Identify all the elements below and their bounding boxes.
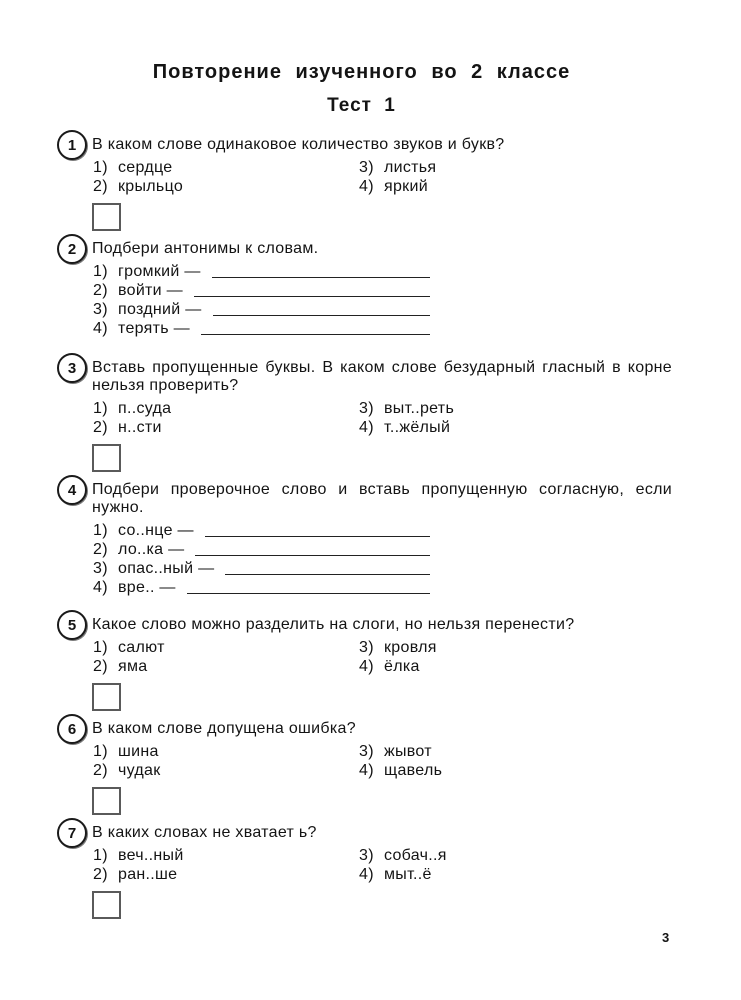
question-number-badge (57, 475, 87, 505)
option-number: 2) (93, 866, 108, 883)
item-text: опас..ный — (118, 560, 215, 577)
item-number: 2) (93, 541, 108, 558)
answer-option (358, 657, 572, 676)
answer-option (92, 865, 358, 884)
answer-box[interactable] (92, 891, 121, 919)
blank-item (92, 262, 430, 281)
question-text: нельзя проверить? (92, 377, 239, 394)
answer-option (358, 638, 572, 657)
option-text: п..суда (118, 400, 172, 417)
item-text: вре.. — (118, 579, 176, 596)
answer-option (92, 742, 358, 761)
item-text: поздний — (118, 301, 202, 318)
option-number: 1) (93, 743, 108, 760)
blank-item (92, 281, 430, 300)
answer-line[interactable] (205, 536, 430, 537)
question-number-badge (57, 818, 87, 848)
question-6 (0, 714, 741, 779)
question-number: 6 (67, 720, 77, 738)
blank-item (92, 300, 430, 319)
answer-box[interactable] (92, 203, 121, 231)
answer-options (92, 399, 672, 437)
question-body (92, 481, 672, 597)
answer-line[interactable] (212, 277, 430, 278)
option-text: выт..реть (384, 400, 455, 417)
answer-option (92, 846, 358, 865)
answer-blanks (92, 262, 430, 338)
option-text: салют (118, 639, 165, 656)
option-text: сердце (118, 159, 173, 176)
answer-line[interactable] (213, 315, 430, 316)
item-number: 4) (93, 320, 108, 337)
question-3 (0, 353, 741, 436)
answer-option (358, 742, 572, 761)
option-text: н..сти (118, 419, 162, 436)
answer-option (92, 761, 358, 780)
blank-item (92, 559, 430, 578)
question-number: 4 (67, 481, 77, 499)
question-number-badge (57, 714, 87, 744)
option-number: 3) (359, 159, 374, 176)
option-number: 2) (93, 178, 108, 195)
question-text: Подбери антонимы к словам. (92, 240, 319, 257)
question-number: 5 (67, 616, 77, 634)
answer-box[interactable] (92, 683, 121, 711)
option-text: кровля (384, 639, 437, 656)
option-number: 2) (93, 419, 108, 436)
option-text: яркий (384, 178, 428, 195)
option-number: 1) (93, 159, 108, 176)
answer-options (92, 846, 672, 884)
test-title: Тест 1 (327, 95, 396, 116)
answer-option (92, 638, 358, 657)
page-title: Повторение изученного во 2 классе (152, 61, 571, 83)
option-text: мыт..ё (384, 866, 432, 883)
option-number: 4) (359, 866, 374, 883)
option-text: яма (118, 658, 148, 675)
option-number: 3) (359, 400, 374, 417)
item-number: 1) (93, 522, 108, 539)
option-text: щавель (384, 762, 443, 779)
answer-option (358, 158, 572, 177)
answer-option (358, 865, 572, 884)
question-5 (0, 610, 741, 675)
item-text: ло..ка — (118, 541, 185, 558)
question-4 (0, 475, 741, 596)
option-text: листья (384, 159, 437, 176)
answer-options (92, 158, 672, 196)
question-text: В каком слове одинаковое количество звуков и букв? (92, 136, 505, 153)
item-text: громкий — (118, 263, 201, 280)
answer-option (92, 158, 358, 177)
question-body (92, 616, 672, 711)
question-text: Какое слово можно разделить на слоги, но нельзя перенести? (92, 616, 575, 633)
blank-item (92, 521, 430, 540)
answer-option (358, 418, 572, 437)
question-text: В каких словах не хватает ь? (92, 824, 317, 841)
answer-line[interactable] (201, 334, 430, 335)
answer-option (358, 177, 572, 196)
item-number: 3) (93, 301, 108, 318)
option-text: ёлка (384, 658, 420, 675)
question-number: 7 (67, 824, 77, 842)
blank-item (92, 578, 430, 597)
blank-item (92, 319, 430, 338)
option-number: 4) (359, 419, 374, 436)
item-text: войти — (118, 282, 183, 299)
option-text: жывот (384, 743, 432, 760)
answer-line[interactable] (194, 296, 430, 297)
answer-option (358, 761, 572, 780)
question-number: 1 (67, 136, 77, 154)
option-number: 4) (359, 762, 374, 779)
answer-box[interactable] (92, 444, 121, 472)
question-body (92, 720, 672, 815)
answer-line[interactable] (187, 593, 430, 594)
answer-option (358, 846, 572, 865)
item-number: 4) (93, 579, 108, 596)
answer-options (92, 742, 672, 780)
option-text: ран..ше (118, 866, 178, 883)
answer-blanks (92, 521, 430, 597)
question-text: В каком слове допущена ошибка? (92, 720, 356, 737)
answer-options (92, 638, 672, 676)
option-number: 4) (359, 658, 374, 675)
answer-option (92, 418, 358, 437)
question-text: Вставь пропущенные буквы. В каком слове безударный гласный в корне (92, 359, 672, 376)
option-number: 2) (93, 762, 108, 779)
option-number: 3) (359, 639, 374, 656)
option-number: 2) (93, 658, 108, 675)
option-text: крыльцо (118, 178, 184, 195)
question-1 (0, 130, 741, 195)
question-text: нужно. (92, 499, 144, 516)
item-text: со..нце — (118, 522, 194, 539)
question-number-badge (57, 130, 87, 160)
option-number: 3) (359, 847, 374, 864)
question-text: Подбери проверочное слово и вставь пропущенную согласную, если (92, 481, 672, 498)
item-text: терять — (118, 320, 190, 337)
question-number-badge (57, 353, 87, 383)
answer-option (358, 399, 572, 418)
option-text: чудак (118, 762, 161, 779)
option-text: т..жёлый (384, 419, 451, 436)
option-number: 1) (93, 847, 108, 864)
option-text: веч..ный (118, 847, 184, 864)
question-number-badge (57, 234, 87, 264)
page-number: 3 (662, 930, 670, 945)
answer-option (92, 177, 358, 196)
answer-box[interactable] (92, 787, 121, 815)
answer-option (92, 657, 358, 676)
question-number: 3 (67, 359, 77, 377)
option-text: собач..я (384, 847, 447, 864)
item-number: 1) (93, 263, 108, 280)
question-2 (0, 234, 741, 337)
option-number: 3) (359, 743, 374, 760)
answer-line[interactable] (195, 555, 430, 556)
item-number: 3) (93, 560, 108, 577)
question-body (92, 824, 672, 919)
question-body (92, 240, 672, 338)
option-number: 1) (93, 639, 108, 656)
item-number: 2) (93, 282, 108, 299)
question-body (92, 359, 672, 472)
question-number: 2 (67, 240, 77, 258)
question-7 (0, 818, 741, 883)
option-text: шина (118, 743, 159, 760)
option-number: 1) (93, 400, 108, 417)
question-number-badge (57, 610, 87, 640)
question-body (92, 136, 672, 231)
answer-option (92, 399, 358, 418)
answer-line[interactable] (225, 574, 430, 575)
option-number: 4) (359, 178, 374, 195)
blank-item (92, 540, 430, 559)
